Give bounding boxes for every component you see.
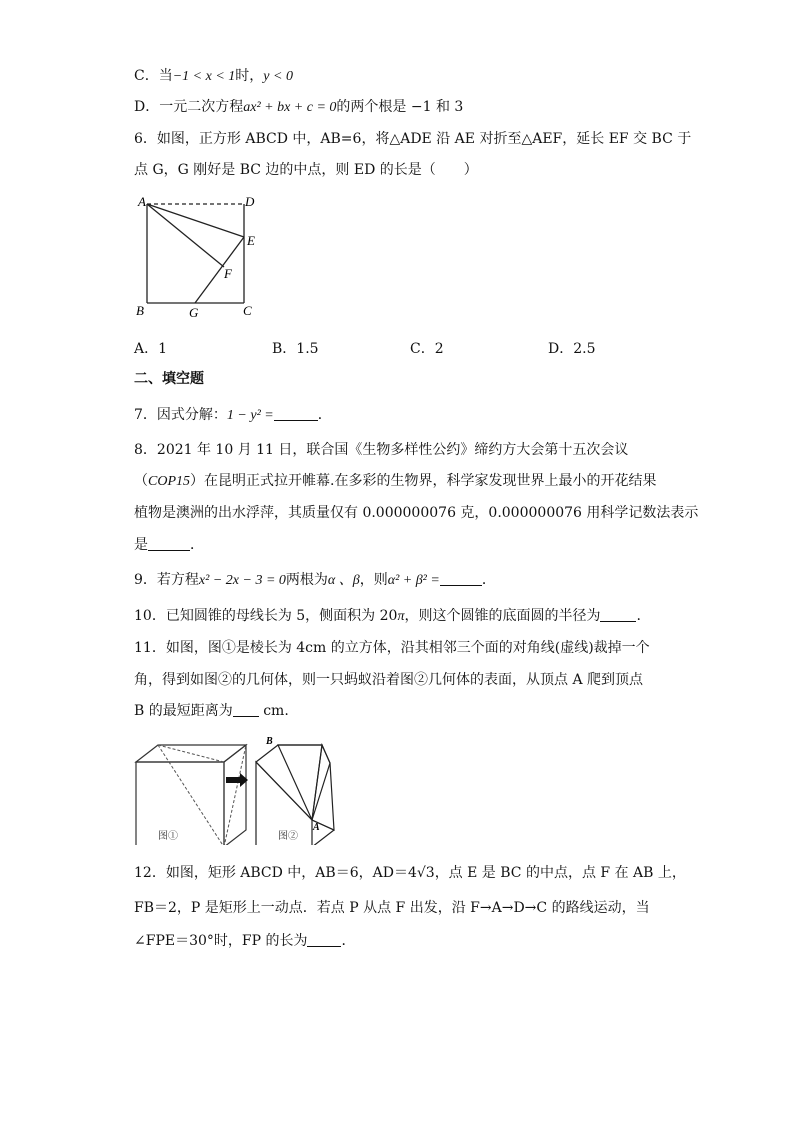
q6-segment-ae: [147, 204, 244, 237]
section-heading-fill-in: 二、填空题: [134, 371, 204, 387]
q9: 9．若方程x² − 2x − 3 = 0两根为α 、β，则α² + β² = ．: [134, 572, 496, 588]
q7-answer-blank[interactable]: [274, 406, 318, 421]
q6-label-c: C: [243, 303, 252, 318]
q12-line1: 12．如图，矩形 ABCD 中，AB＝6，AD＝4√3，点 E 是 BC 的中点，点 F 在 AB 上，: [134, 865, 686, 881]
q8-line4: 是 ．: [134, 537, 204, 553]
q5-option-c: C．当−1 < x < 1时，y < 0: [134, 68, 293, 84]
q11-line1: 11．如图，图①是棱长为 4cm 的立方体，沿其相邻三个面的对角线(虚线)裁掉一个: [134, 640, 650, 656]
q8-line3: 植物是澳洲的出水浮萍，其质量仅有 0.000000076 克，0.000000076 用科学记数法表示: [134, 505, 699, 521]
q7: 7．因式分解：1 − y² = ．: [134, 407, 332, 423]
q5-option-c-condition: −1 < x < 1: [172, 69, 236, 84]
q6-label-d: D: [245, 194, 255, 209]
q6-segment-af: [147, 204, 224, 267]
q6-stem-line2: 点 G，G 刚好是 BC 边的中点，则 ED 的长是（ ）: [134, 162, 478, 178]
q8-line1: 8．2021 年 10 月 11 日，联合国《生物多样性公约》缔约方大会第十五次会议: [134, 442, 629, 458]
q10: 10．已知圆锥的母线长为 5，侧面积为 20π，则这个圆锥的底面圆的半径为 .: [134, 608, 641, 624]
q12-line2: FB＝2，P 是矩形上一动点．若点 P 从点 F 出发，沿 F→A→D→C 的路线运动，当: [134, 900, 650, 916]
q6-label-e: E: [247, 233, 255, 248]
q6-option-b: B．1.5: [272, 341, 319, 357]
q11-figure-2-caption: 图②: [278, 831, 298, 842]
q11-figure-2-label-a: A: [313, 822, 320, 833]
q6-option-a: A．1: [134, 341, 168, 357]
q8-answer-blank[interactable]: [148, 536, 190, 551]
q6-label-g: G: [189, 305, 199, 320]
q11-line3: B 的最短距离为 cm.: [134, 703, 289, 719]
q12-answer-blank[interactable]: [307, 932, 341, 947]
q6-square-figure: [130, 190, 270, 325]
q5-option-d: D．一元二次方程ax² + bx + c = 0的两个根是 −1 和 3: [134, 99, 464, 115]
q11-answer-blank[interactable]: [233, 702, 259, 717]
q6-label-f: F: [224, 266, 232, 281]
q11-figure-2-label-b: B: [266, 736, 273, 747]
q12-line3: ∠FPE＝30°时，FP 的长为 ．: [134, 933, 356, 949]
q10-answer-blank[interactable]: [600, 607, 636, 622]
q11-line2: 角，得到如图②的几何体，则一只蚂蚁沿着图②几何体的表面，从顶点 A 爬到顶点: [134, 672, 644, 688]
q6-option-c: C．2: [410, 341, 444, 357]
q11-figure-2-truncated-cube: [256, 745, 334, 845]
q6-stem-line1: 6．如图，正方形 ABCD 中，AB=6，将△ADE 沿 AE 对折至△AEF，延长 EF 交 BC 于: [134, 131, 692, 147]
q5-option-d-equation: ax² + bx + c = 0: [243, 100, 337, 115]
q8-line2: （COP15）在昆明正式拉开帷幕.在多彩的生物界，科学家发现世界上最小的开花结果: [134, 473, 657, 489]
q11-figure-1-caption: 图①: [158, 831, 178, 842]
q5-option-c-result: y < 0: [263, 69, 293, 84]
q6-segment-eg: [195, 237, 244, 303]
q11-cube-figures: [130, 735, 350, 845]
q6-label-a: A: [138, 194, 146, 209]
q7-expression: 1 − y² =: [226, 408, 274, 423]
q11-figure-1-cube: [136, 745, 246, 845]
q6-option-d: D．2.5: [548, 341, 596, 357]
q9-answer-blank[interactable]: [440, 571, 482, 586]
arrow-right-icon: [226, 773, 248, 787]
q6-label-b: B: [136, 303, 144, 318]
